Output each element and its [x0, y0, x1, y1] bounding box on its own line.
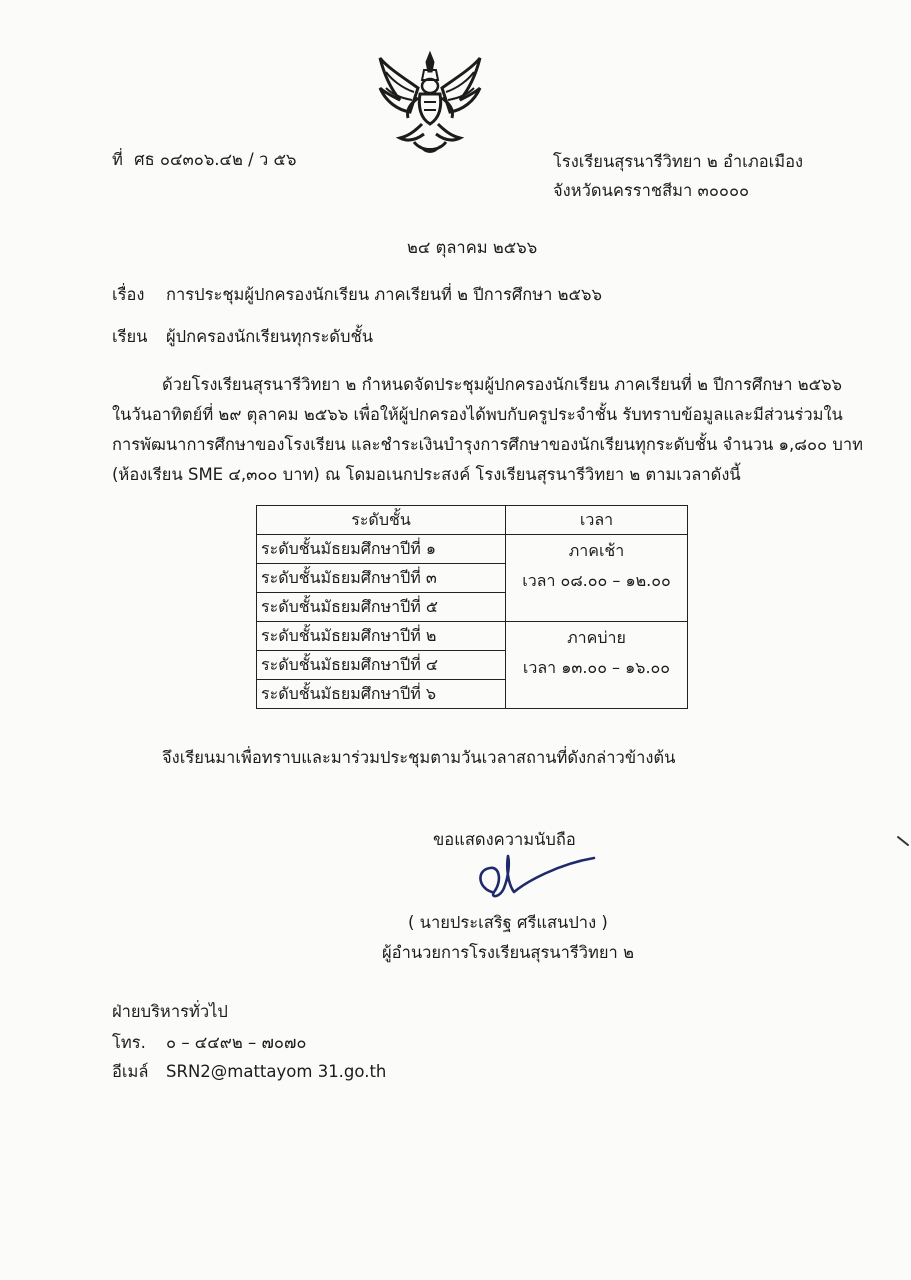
signatory-position: ผู้อำนวยการโรงเรียนสุรนารีวิทยา ๒: [382, 943, 634, 962]
session-label: ภาคบ่าย: [567, 628, 626, 647]
salutation: ขอแสดงความนับถือ: [433, 830, 576, 849]
school-address-line2: จังหวัดนครราชสีมา ๓๐๐๐๐: [553, 181, 750, 200]
column-header-level: ระดับชั้น: [257, 506, 506, 535]
school-address-line1: โรงเรียนสุรนารีวิทยา ๒ อำเภอเมือง: [553, 152, 804, 171]
email-address: SRN2@mattayom 31.go.th: [166, 1062, 387, 1081]
table-row: [257, 535, 688, 564]
body-line: ด้วยโรงเรียนสุรนารีวิทยา ๒ กำหนดจัดประชุมผู้ปกครองนักเรียน ภาคเรียนที่ ๒ ปีการศึกษา ๒๕๖๖: [162, 375, 843, 394]
afternoon-time-cell: [506, 622, 688, 709]
session-time: เวลา ๐๘.๐๐ – ๑๒.๐๐: [522, 571, 671, 590]
reference-line: [112, 148, 296, 172]
session-time: เวลา ๑๓.๐๐ – ๑๖.๐๐: [522, 658, 671, 677]
reference-number: ศธ ๐๔๓๐๖.๔๒ / ว ๕๖: [134, 150, 297, 169]
grade-level-cell: ระดับชั้นมัธยมศึกษาปีที่ ๔: [257, 651, 506, 680]
morning-time-cell: [506, 535, 688, 622]
addressee-text: ผู้ปกครองนักเรียนทุกระดับชั้น: [166, 327, 373, 346]
phone-number: ๐ – ๔๔๙๒ – ๗๐๗๐: [166, 1033, 307, 1052]
garuda-emblem-icon: [374, 48, 486, 156]
grade-level-cell: ระดับชั้นมัธยมศึกษาปีที่ ๕: [257, 593, 506, 622]
signature-icon: [470, 848, 600, 910]
column-header-time: เวลา: [506, 506, 688, 535]
email-label: อีเมล์: [112, 1062, 149, 1081]
subject-text: การประชุมผู้ปกครองนักเรียน ภาคเรียนที่ ๒ ปีการศึกษา ๒๕๖๖: [166, 285, 602, 304]
grade-level-cell: ระดับชั้นมัธยมศึกษาปีที่ ๒: [257, 622, 506, 651]
pen-mark-icon: [896, 834, 910, 848]
schedule-table: [256, 505, 688, 709]
phone-label: โทร.: [112, 1033, 146, 1052]
grade-level-cell: ระดับชั้นมัธยมศึกษาปีที่ ๑: [257, 535, 506, 564]
table-header-row: [257, 506, 688, 535]
table-row: [257, 622, 688, 651]
body-line: การพัฒนาการศึกษาของโรงเรียน และชำระเงินบำรุงการศึกษาของนักเรียนทุกระดับชั้น จำนวน ๑,๘๐๐ บาท: [112, 435, 863, 454]
reference-label: ที่: [112, 150, 123, 169]
letter-date: ๒๔ ตุลาคม ๒๕๖๖: [407, 238, 538, 257]
subject-label: เรื่อง: [112, 285, 145, 304]
grade-level-cell: ระดับชั้นมัธยมศึกษาปีที่ ๖: [257, 680, 506, 709]
body-line: (ห้องเรียน SME ๔,๓๐๐ บาท) ณ โดมอเนกประสงค์ โรงเรียนสุรนารีวิทยา ๒ ตามเวลาดังนี้: [112, 465, 741, 484]
closing-paragraph: จึงเรียนมาเพื่อทราบและมาร่วมประชุมตามวันเวลาสถานที่ดังกล่าวข้างต้น: [162, 748, 676, 767]
department: ฝ่ายบริหารทั่วไป: [112, 1002, 228, 1021]
addressee-label: เรียน: [112, 327, 148, 346]
session-label: ภาคเช้า: [568, 541, 625, 560]
body-paragraph: [112, 370, 863, 490]
grade-level-cell: ระดับชั้นมัธยมศึกษาปีที่ ๓: [257, 564, 506, 593]
signatory-name: ( นายประเสริฐ ศรีแสนปาง ): [408, 913, 608, 932]
body-line: ในวันอาทิตย์ที่ ๒๙ ตุลาคม ๒๕๖๖ เพื่อให้ผู้ปกครองได้พบกับครูประจำชั้น รับทราบข้อมูลและมีส่วนร่วมใน: [112, 405, 843, 424]
